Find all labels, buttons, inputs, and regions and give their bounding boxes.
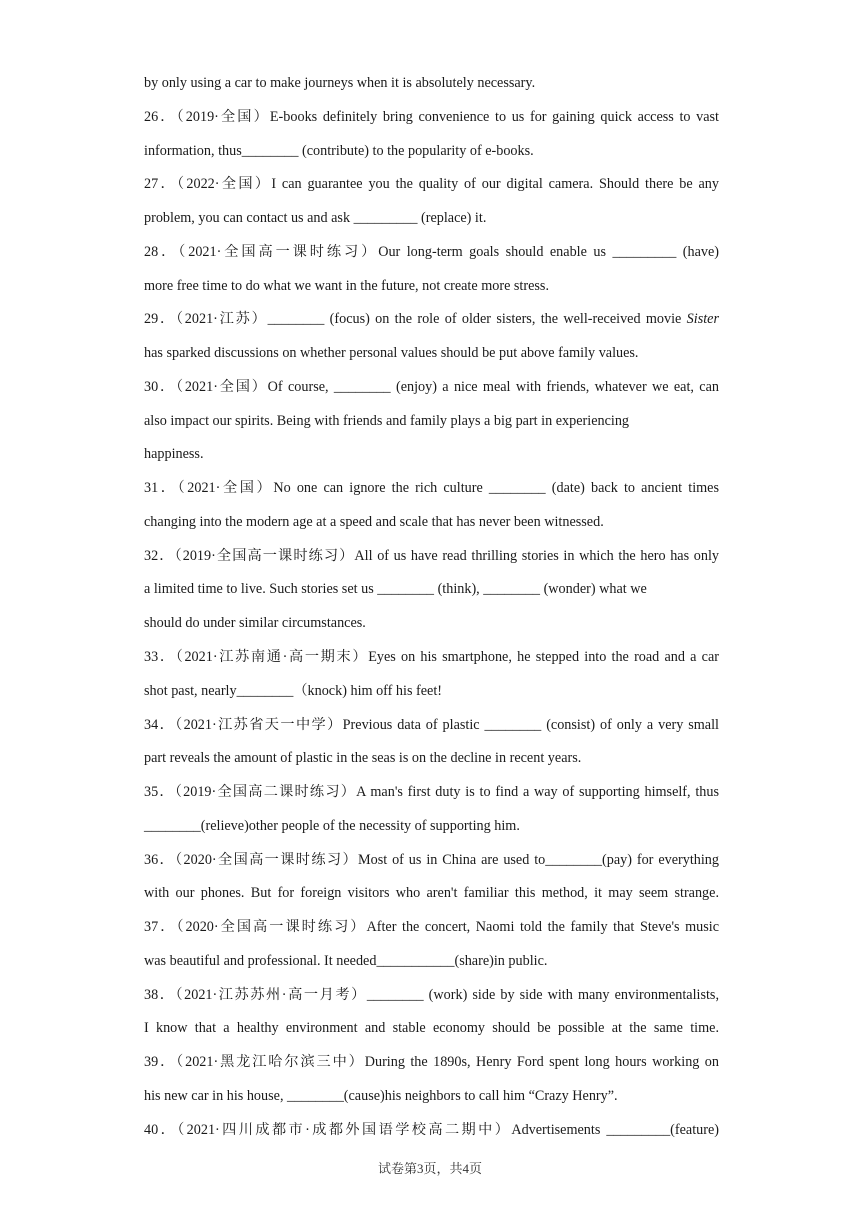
text-line: 28．（2021·全国高一课时练习）Our long-term goals should enable us _________ (have) (144, 243, 719, 260)
text-line: 37．（2020·全国高一课时练习）After the concert, Naomi told the family that Steve's music (144, 919, 719, 936)
text-line: I know that a healthy environment and stable economy should be possible at the same time. (144, 1020, 719, 1037)
text-line: 29．（2021·江苏）________ (focus) on the role of older sisters, the well-received movie Sister (144, 311, 719, 328)
text-line: a limited time to live. Such stories set us ________ (think), ________ (wonder) what we (144, 581, 647, 598)
page-footer: 试卷第3页，共4页 (377, 1161, 482, 1176)
movie-title: Sister (686, 311, 719, 328)
text-line: with our phones. But for foreign visitors who aren't familiar this method, it may seem strange. (144, 885, 719, 902)
text-line: shot past, nearly________（knock) him off his feet! (144, 682, 443, 699)
text-line: 32．（2019·全国高一课时练习）All of us have read thrilling stories in which the hero has only (144, 547, 719, 564)
text-line: his new car in his house, ________(cause)his neighbors to call him “Crazy Henry”. (144, 1087, 618, 1104)
text-line: 27．（2022·全国）I can guarantee you the quality of our digital camera. Should there be any (144, 176, 719, 193)
text-line: 36．（2020·全国高一课时练习）Most of us in China are used to________(pay) for everything (144, 851, 719, 868)
text-line: part reveals the amount of plastic in the seas is on the decline in recent years. (144, 750, 582, 767)
text-line: was beautiful and professional. It needed___________(share)in public. (144, 952, 548, 969)
question-lines (144, 70, 719, 1151)
text-line: 33．（2021·江苏南通·高一期末）Eyes on his smartphone, he stepped into the road and a car (144, 649, 719, 666)
text-line: problem, you can contact us and ask _________ (replace) it. (144, 210, 487, 227)
text-line: 38．（2021·江苏苏州·高一月考）________ (work) side by side with many environmentalists, (144, 986, 719, 1003)
text-line: by only using a car to make journeys when it is absolutely necessary. (144, 75, 536, 91)
text-line: 26．（2019·全国）E-books definitely bring convenience to us for gaining quick access to vast (144, 108, 719, 125)
text-line: 39．（2021·黑龙江哈尔滨三中）During the 1890s, Henry Ford spent long hours working on (144, 1054, 719, 1071)
text-line: also impact our spirits. Being with friends and family plays a big part in experiencing (144, 412, 630, 429)
text-line: changing into the modern age at a speed and scale that has never been witnessed. (144, 513, 604, 530)
text-line: ________(relieve)other people of the necessity of supporting him. (144, 817, 520, 834)
text-line: has sparked discussions on whether personal values should be put above family values. (144, 345, 639, 362)
text-line: 34．（2021·江苏省天一中学）Previous data of plastic ________ (consist) of only a very small (144, 716, 719, 733)
text-line: 30．（2021·全国）Of course, ________ (enjoy) a nice meal with friends, whatever we eat, can (144, 378, 719, 395)
text-line: more free time to do what we want in the future, not create more stress. (144, 277, 549, 294)
text-line: should do under similar circumstances. (144, 615, 366, 632)
text-line: 40．（2021·四川成都市·成都外国语学校高二期中）Advertisements _________(feature) (144, 1121, 719, 1138)
text-line: 35．（2019·全国高二课时练习）A man's first duty is to find a way of supporting himself, thus (144, 784, 719, 801)
text-line: happiness. (144, 446, 204, 463)
text-line: information, thus________ (contribute) to the popularity of e-books. (144, 142, 534, 159)
text-line: 31．（2021·全国）No one can ignore the rich culture ________ (date) back to ancient times (144, 480, 719, 497)
